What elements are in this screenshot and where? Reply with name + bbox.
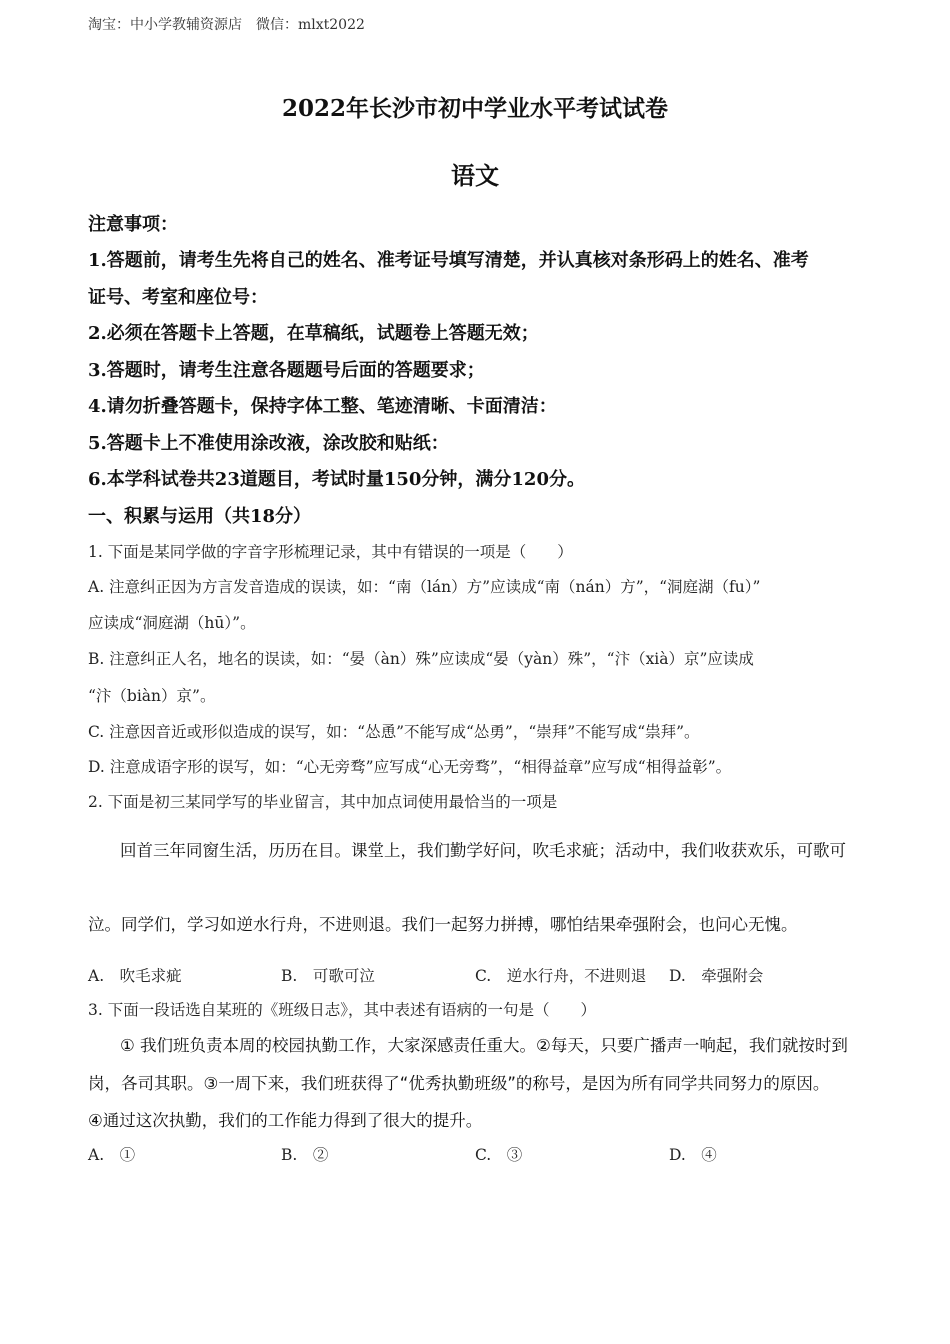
question-2-stem: 2. 下面是初三某同学写的毕业留言，其中加点词使用最恰当的一项是 (88, 793, 558, 811)
question-1-option-a: A. 注意纠正因为方言发音造成的误读，如：“南（lán）方”应读成“南（nán）方”，“洞庭湖（fu）” (88, 578, 761, 596)
question-2-passage: 回首三年同窗生活，历历在目。课堂上，我们勤学好问，吹毛求疵；活动中，我们收获欢乐，可歌可 (120, 841, 846, 860)
notice-item: 1.答题前，请考生先将自己的姓名、准考证号填写清楚，并认真核对条形码上的姓名、准考 (88, 250, 809, 271)
notice-item: 4.请勿折叠答题卡，保持字体工整、笔迹清晰、卡面清洁： (88, 396, 557, 417)
question-3-choice-d: D. ④ (669, 1146, 717, 1164)
header-note: 淘宝：中小学教辅资源店 微信：mlxt2022 (88, 17, 365, 33)
question-1-option-b-cont: “汴（biàn）京”。 (88, 687, 216, 705)
notice-item: 3.答题时，请考生注意各题题号后面的答题要求； (88, 360, 485, 381)
notice-item: 5.答题卡上不准使用涂改液，涂改胶和贴纸： (88, 433, 449, 454)
question-2-choice-c: C. 逆水行舟，不进则退 (475, 967, 647, 985)
question-3-choice-c: C. ③ (475, 1146, 523, 1164)
question-3-passage: 岗，各司其职。③一周下来，我们班获得了“优秀执勤班级”的称号，是因为所有同学共同努力的原因。 (88, 1074, 830, 1093)
question-1-option-c: C. 注意因音近或形似造成的误写，如：“怂恿”不能写成“怂勇”，“崇拜”不能写成“祟拜”。 (88, 723, 700, 741)
question-3-stem: 3. 下面一段话选自某班的《班级日志》，其中表述有语病的一句是（ ） (88, 1001, 596, 1019)
question-2-passage: 泣。同学们，学习如逆水行舟，不进则退。我们一起努力拼搏，哪怕结果牵强附会，也问心无愧。 (88, 915, 798, 934)
exam-title: 2022年长沙市初中学业水平考试试卷 (281, 95, 668, 122)
section-heading: 一、积累与运用（共18分） (88, 506, 312, 527)
notice-item: 2.必须在答题卡上答题，在草稿纸，试题卷上答题无效； (88, 323, 539, 344)
question-1-stem: 1. 下面是某同学做的字音字形梳理记录，其中有错误的一项是（ ） (88, 543, 573, 561)
question-3-passage: ① 我们班负责本周的校园执勤工作，大家深感责任重大。②每天，只要广播声一响起，我们就按时到 (120, 1036, 848, 1055)
notice-item: 证号、考室和座位号： (88, 287, 268, 308)
question-1-option-b: B. 注意纠正人名，地名的误读，如：“晏（àn）殊”应读成“晏（yàn）殊”，“汴（xià）京”应读成 (88, 650, 754, 668)
question-1-option-a-cont: 应读成“洞庭湖（hū）”。 (88, 614, 256, 632)
question-3-choice-b: B. ② (281, 1146, 329, 1164)
notice-item: 6.本学科试卷共23道题目，考试时量150分钟，满分120分。 (88, 469, 585, 490)
notice-heading: 注意事项： (88, 214, 178, 235)
question-2-choice-d: D. 牵强附会 (669, 967, 764, 985)
question-2-choice-b: B. 可歌可泣 (281, 967, 375, 985)
question-2-choice-a: A. 吹毛求疵 (88, 967, 182, 985)
question-3-choice-a: A. ① (88, 1146, 136, 1164)
question-1-option-d: D. 注意成语字形的误写，如：“心无旁骛”应写成“心无旁骛”，“相得益章”应写成“相得益彰”。 (88, 758, 732, 776)
question-3-passage: ④通过这次执勤，我们的工作能力得到了很大的提升。 (88, 1111, 483, 1130)
subject-title: 语文 (451, 161, 499, 190)
